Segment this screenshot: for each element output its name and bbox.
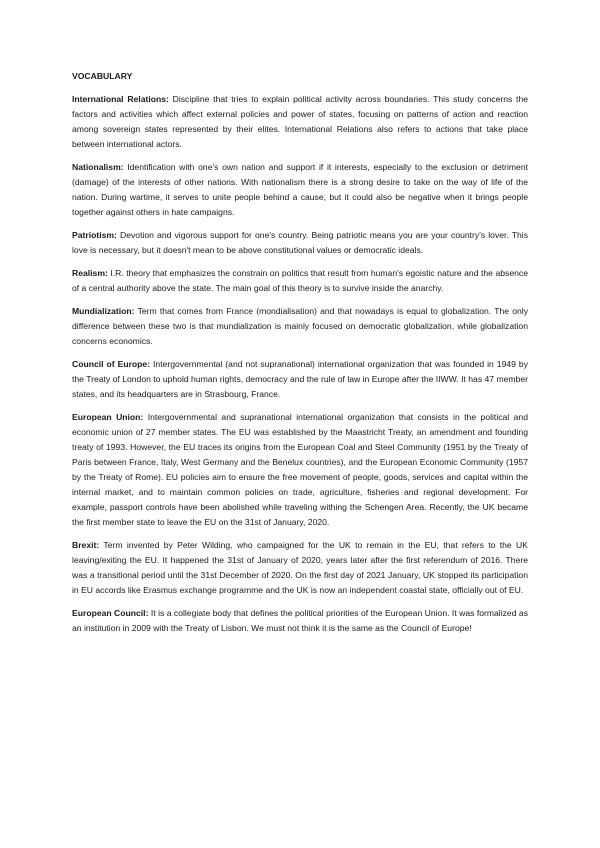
entry-realism — [72, 266, 528, 296]
entry-term: Council of Europe: — [72, 359, 151, 369]
entry-definition: Intergovernmental and supranational international organization that consists in the political and economic union of 27 member states. The EU was established by the Maastricht Treaty, an amendment and founding treaty of 1993. However, the EU traces its origins from the European Coal and Steel Community (1951 by the Treaty of Paris between France, Italy, West Germany and the Benelux countries), and the European Economic Community (1957 by the Treaty of Rome). EU policies aim to ensure the free movement of people, goods, services and capital within the internal market, and to maintain common policies on trade, agriculture, fisheries and regional development. For example, passport controls have been abolished while traveling withing the Schengen Area. Recently, the UK became the first member state to leave the EU on the 31st of January, 2020. — [72, 412, 528, 527]
entry-definition: Devotion and vigorous support for one's country. Being patriotic means you are your country's lover. This love is necessary, but it doesn't mean to be above constitutional values or democratic ideals. — [72, 230, 528, 255]
entry-term: International Relations: — [72, 94, 169, 104]
entry-patriotism — [72, 228, 528, 258]
entry-nationalism — [72, 160, 528, 220]
entry-definition: Identification with one's own nation and support if it interests, especially to the exclusion or detriment (damage) of the interests of other nations. With nationalism there is a strong desire to take on the way of life of the nation. During wartime, it serves to unite people behind a cause, but it could also be negative when it brings people together against others in hate campaigns. — [72, 162, 528, 217]
entry-definition: Term invented by Peter Wilding, who campaigned for the UK to remain in the EU, that refers to the UK leaving/exiting the EU. It happened the 31st of January of 2020, years later after the first referendum of 2016. There was a transitional period until the 31st December of 2020. On the first day of 2021 January, UK stopped its participation in EU accords like Erasmus exchange programme and the UK is now an independent coastal state, officially out of EU. — [72, 540, 528, 595]
entry-term: Mundialization: — [72, 306, 135, 316]
entry-european-union — [72, 410, 528, 530]
entry-term: European Council: — [72, 608, 149, 618]
entry-definition: It is a collegiate body that defines the political priorities of the European Union. It was formalized as an institution in 2009 with the Treaty of Lisbon. We must not think it is the same as the Council of Europe! — [72, 608, 528, 633]
document-title: VOCABULARY — [72, 71, 133, 81]
entry-term: Patriotism: — [72, 230, 117, 240]
entry-european-council — [72, 606, 528, 636]
entry-international-relations — [72, 92, 528, 152]
entry-term: Realism: — [72, 268, 108, 278]
entry-term: Brexit: — [72, 540, 100, 550]
entry-council-of-europe — [72, 357, 528, 402]
entry-definition: I.R. theory that emphasizes the constrain on politics that result from human's egoistic nature and the absence of a central authority above the state. The main goal of this theory is to survive inside the anarchy. — [72, 268, 528, 293]
entry-definition: Intergovernmental (and not supranational) international organization that was founded in 1949 by the Treaty of London to uphold human rights, democracy and the rule of law in Europe after the IIWW. It has 47 member states, and its headquarters are in Strasbourg, France. — [72, 359, 528, 399]
entry-definition: Term that comes from France (mondialisation) and that nowadays is equal to globalization. The only difference between these two is that mundialization is mainly focused on democratic globalization, while globalization concerns economics. — [72, 306, 528, 346]
entry-term: Nationalism: — [72, 162, 124, 172]
entry-term: European Union: — [72, 412, 144, 422]
entry-mundialization — [72, 304, 528, 349]
entry-brexit — [72, 538, 528, 598]
entry-definition: Discipline that tries to explain political activity across boundaries. This study concerns the factors and activities which affect external policies and power of states, focusing on patterns of action and reaction among sovereign states represented by their elites. International Relations also refers to actions that take place between international actors. — [72, 94, 529, 149]
